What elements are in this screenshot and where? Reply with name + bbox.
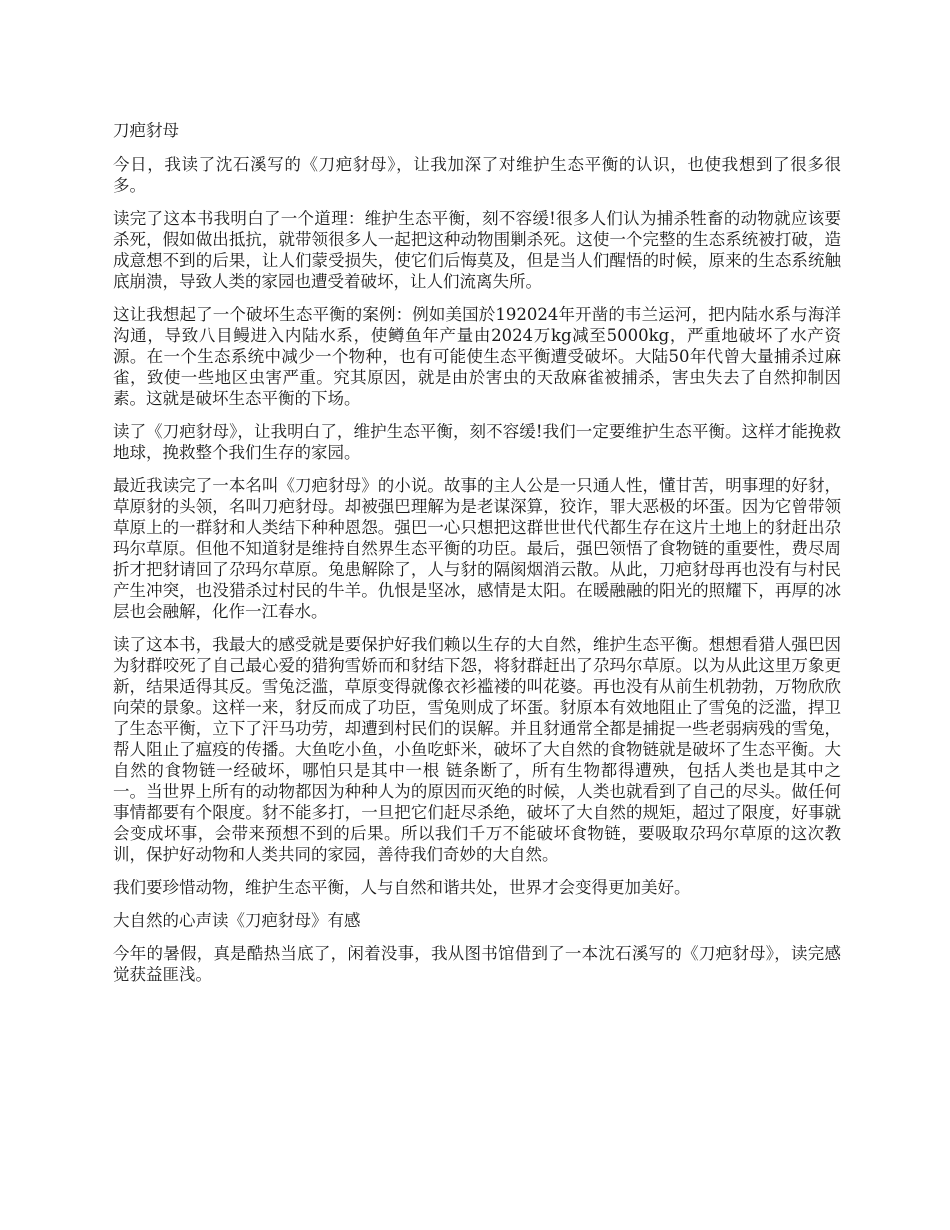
document-body	[113, 120, 841, 997]
paragraph-case-study: 这让我想起了一个破坏生态平衡的案例：例如美国於192024年开凿的韦兰运河，把内陆水系与海洋沟通，导致八目鳗进入内陆水系，使鳟鱼年产量由2024万kg减至5000kg，严重地破坏了水产资源。在一个生态系统中减少一个物种，也有可能使生态平衡遭受破坏。大陆50年代曾大量捕杀过麻雀，致使一些地区虫害严重。究其原因，就是由於害虫的天敌麻雀被捕杀，害虫失去了自然抑制因素。这就是破坏生态平衡的下场。	[113, 305, 841, 408]
paragraph-story-summary: 最近我读完了一本名叫《刀疤豺母》的小说。故事的主人公是一只通人性，懂甘苦，明事理的好豺，草原豺的头领，名叫刀疤豺母。却被强巴理解为是老谋深算，狡诈，罪大恶极的坏蛋。因为它曾带领草原上的一群豺和人类结下种种恩怨。强巴一心只想把这群世世代代都生存在这片土地上的豺赶出尕玛尔草原。但他不知道豺是维持自然界生态平衡的功臣。最后，强巴领悟了食物链的重要性，费尽周折才把豺请回了尕玛尔草原。兔患解除了，人与豺的隔阂烟消云散。从此，刀疤豺母再也没有与村民产生冲突，也没猎杀过村民的牛羊。仇恨是坚冰，感情是太阳。在暖融融的阳光的照耀下，再厚的冰层也会融解，化作一江春水。	[113, 476, 841, 621]
paragraph-conclusion: 读了《刀疤豺母》，让我明白了，维护生态平衡，刻不容缓!我们一定要维护生态平衡。这样才能挽救地球，挽救整个我们生存的家园。	[113, 422, 841, 462]
document-title: 刀疤豺母	[113, 121, 179, 140]
paragraph-summer: 今年的暑假，真是酷热当底了，闲着没事，我从图书馆借到了一本沈石溪写的《刀疤豺母》，读完感觉获益匪浅。	[113, 944, 841, 984]
section-heading: 大自然的心声读《刀疤豺母》有感	[113, 911, 361, 930]
paragraph-closing: 我们要珍惜动物，维护生态平衡，人与自然和谐共处，世界才会变得更加美好。	[113, 878, 691, 897]
paragraph-lesson: 读完了这本书我明白了一个道理：维护生态平衡，刻不容缓!很多人们认为捕杀牲畜的动物就应该要杀死，假如做出抵抗，就带领很多人一起把这种动物围剿杀死。这使一个完整的生态系统被打破，造成意想不到的后果，让人们蒙受损失，使它们后悔莫及，但是当人们醒悟的时候，原来的生态系统触底崩溃，导致人类的家园也遭受着破坏，让人们流离失所。	[113, 209, 841, 291]
paragraph-intro: 今日，我读了沈石溪写的《刀疤豺母》，让我加深了对维护生态平衡的认识，也使我想到了很多很多。	[113, 155, 841, 195]
paragraph-reflection: 读了这本书，我最大的感受就是要保护好我们赖以生存的大自然，维护生态平衡。想想看猎人强巴因为豺群咬死了自己最心爱的猎狗雪娇而和豺结下怨，将豺群赶出了尕玛尔草原。以为从此这里万象更新，结果适得其反。雪兔泛滥，草原变得就像衣衫褴褛的叫花婆。再也没有从前生机勃勃，万物欣欣向荣的景象。这样一来，豺反而成了功臣，雪兔则成了坏蛋。豺原本有效地阻止了雪兔的泛滥，捍卫了生态平衡，立下了汗马功劳，却遭到村民们的误解。并且豺通常全都是捕捉一些老弱病残的雪兔，帮人阻止了瘟疫的传播。大鱼吃小鱼，小鱼吃虾米，破坏了大自然的食物链就是破坏了生态平衡。大自然的食物链一经破坏，哪怕只是其中一根 链条断了，所有生物都得遭殃，包括人类也是其中之一。当世界上所有的动物都因为种种人为的原因而灭绝的时候，人类也就看到了自己的尽头。做任何事情都要有个限度。豺不能多打，一旦把它们赶尽杀绝，破坏了大自然的规矩，超过了限度，好事就会变成坏事，会带来预想不到的后果。所以我们千万不能破坏食物链，要吸取尕玛尔草原的这次教训，保护好动物和人类共同的家园，善待我们奇妙的大自然。	[113, 635, 841, 864]
